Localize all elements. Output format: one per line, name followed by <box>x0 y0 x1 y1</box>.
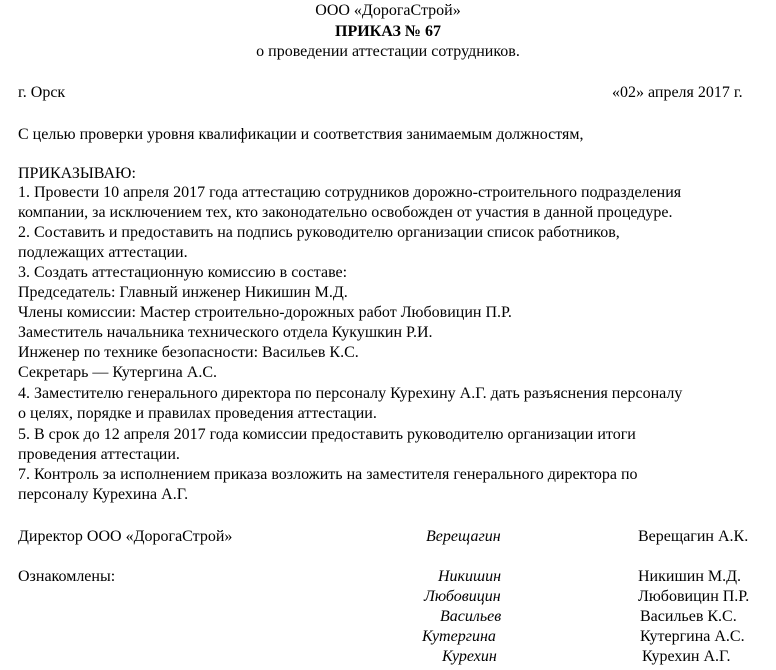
director-name: Верещагин А.К. <box>638 528 749 545</box>
company-name: ООО «ДорогаСтрой» <box>315 2 461 19</box>
body-line: Секретарь — Кутергина А.С. <box>18 364 218 381</box>
body-line: Заместитель начальника технического отдела Кукушкин Р.И. <box>18 324 433 341</box>
body-line: Члены комиссии: Мастер строительно-дорожных работ Любовицин П.Р. <box>18 304 512 321</box>
acquainted-signature: Кутергина <box>422 628 496 645</box>
body-line: проведения аттестации. <box>18 446 180 463</box>
acquainted-signature: Курехин <box>442 648 497 665</box>
body-line: компании, за исключением тех, кто законодательно освобожден от участия в данной процедуре. <box>18 204 673 221</box>
body-line: о целях, порядке и правилах проведения аттестации. <box>18 405 377 422</box>
body-line: персоналу Курехина А.Г. <box>18 486 189 503</box>
acquainted-name: Любовицин П.Р. <box>638 588 750 605</box>
acquainted-signature: Никишин <box>438 568 502 585</box>
body-line: 7. Контроль за исполнением приказа возложить на заместителя генерального директора по <box>18 466 638 483</box>
body-line: 2. Составить и предоставить на подпись руководителю организации список работников, <box>18 224 620 241</box>
body-line: 4. Заместителю генерального директора по персоналу Курехину А.Г. дать разъяснения персоналу <box>18 385 683 402</box>
director-signature: Верещагин <box>426 528 501 545</box>
body-line: подлежащих аттестации. <box>18 244 188 261</box>
body-line: ПРИКАЗЫВАЮ: <box>18 165 136 182</box>
acquainted-label: Ознакомлены: <box>18 568 116 585</box>
order-subject: о проведении аттестации сотрудников. <box>256 43 520 60</box>
acquainted-name: Васильев К.С. <box>640 608 737 625</box>
director-label: Директор ООО «ДорогаСтрой» <box>18 528 233 545</box>
acquainted-name: Никишин М.Д. <box>638 568 742 585</box>
order-title: ПРИКАЗ № 67 <box>335 23 441 40</box>
order-date: «02» апреля 2017 г. <box>612 84 743 101</box>
acquainted-signature: Васильев <box>440 608 502 625</box>
acquainted-signature: Любовицин <box>424 588 501 605</box>
body-line: Инженер по технике безопасности: Васильев К.С. <box>18 344 359 361</box>
acquainted-name: Курехин А.Г. <box>642 648 731 665</box>
city: г. Орск <box>18 84 66 101</box>
acquainted-name: Кутергина А.С. <box>640 628 745 645</box>
body-line: 3. Создать аттестационную комиссию в составе: <box>18 264 348 281</box>
body-line: 5. В срок до 12 апреля 2017 года комиссии предоставить руководителю организации итоги <box>18 426 636 443</box>
body-line: 1. Провести 10 апреля 2017 года аттестацию сотрудников дорожно-строительного подразделения <box>18 184 682 201</box>
preamble: С целью проверки уровня квалификации и соответствия занимаемым должностям, <box>18 126 584 143</box>
body-line: Председатель: Главный инженер Никишин М.Д. <box>18 284 348 301</box>
